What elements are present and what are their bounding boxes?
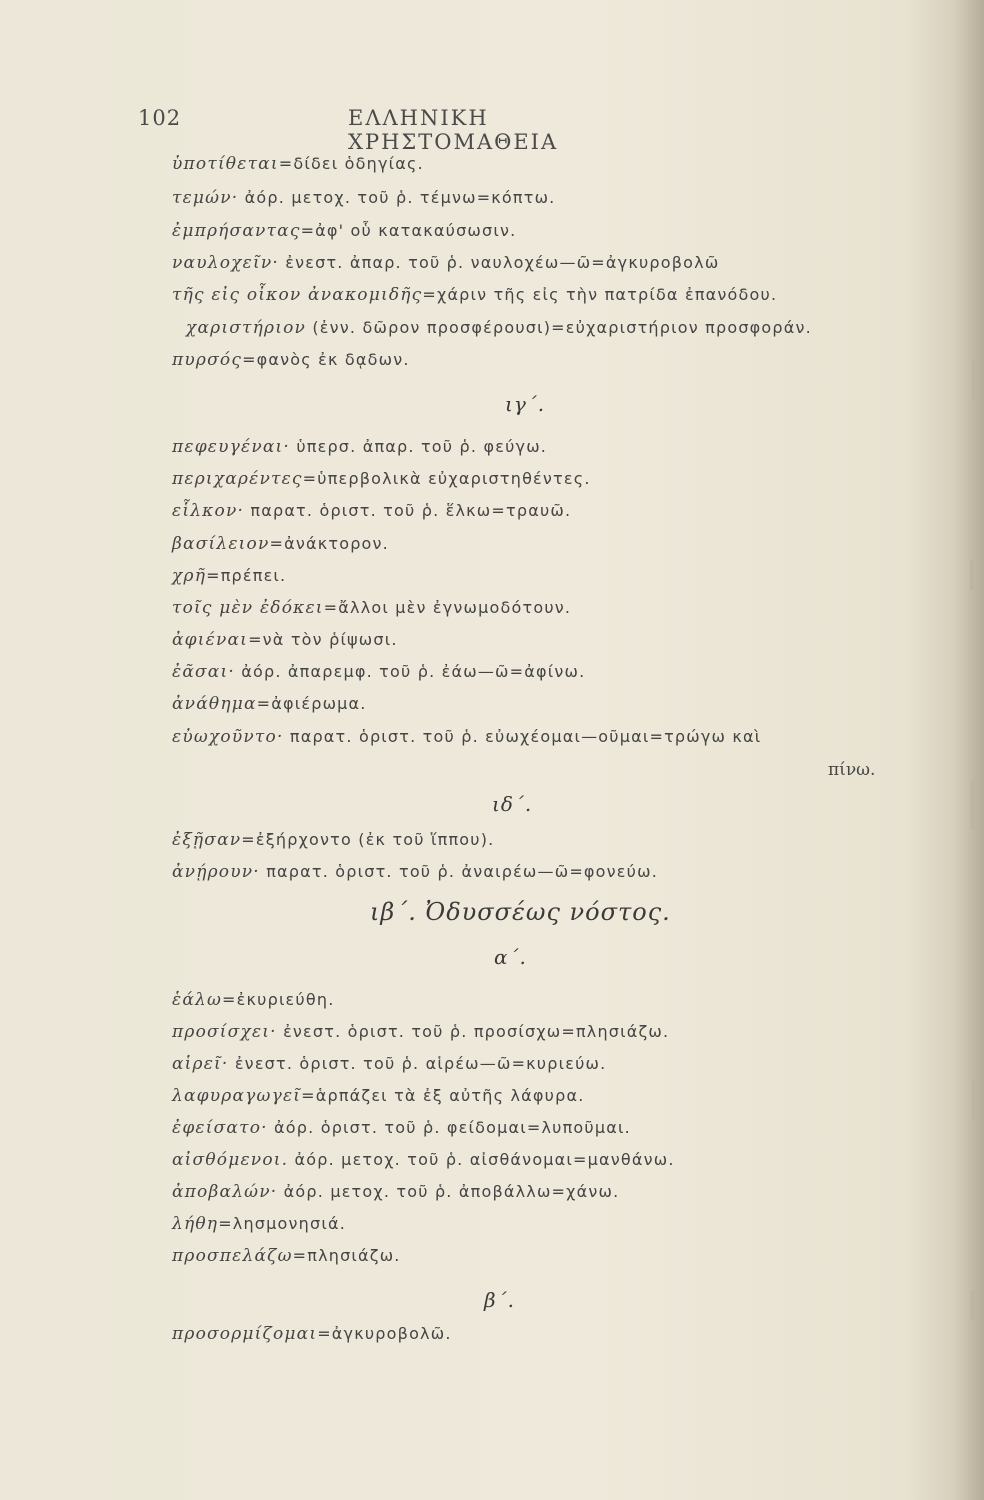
definition: =ἄλλοι μὲν ἐγνωμοδότουν. bbox=[323, 598, 572, 617]
headword: προσορμίζομαι bbox=[172, 1324, 318, 1344]
binding-mark bbox=[972, 1080, 976, 1120]
headword: λήθη bbox=[172, 1214, 219, 1234]
chapter-title: ιβ΄. Ὀδυσσέως νόστος. bbox=[370, 898, 671, 926]
section-heading: ιδ΄. bbox=[492, 792, 533, 816]
definition: =ἐξήρχοντο (ἐκ τοῦ ἵππου). bbox=[241, 830, 495, 849]
headword: βασίλειον bbox=[172, 534, 270, 554]
glossary-entry bbox=[172, 469, 591, 489]
headword: ἐφείσατο· bbox=[172, 1118, 268, 1138]
definition: =ἀφιέρωμα. bbox=[256, 694, 367, 713]
section-heading: β΄. bbox=[484, 1288, 515, 1312]
glossary-entry bbox=[172, 598, 571, 618]
definition: ἀόρ. ὁριστ. τοῦ ῥ. φείδομαι=λυποῦμαι. bbox=[267, 1118, 631, 1137]
definition: ἐνεστ. ὁριστ. τοῦ ῥ. αἱρέω—ῶ=κυριεύω. bbox=[228, 1054, 607, 1073]
page-header bbox=[138, 106, 698, 154]
headword: χρῆ bbox=[172, 566, 207, 586]
headword: λαφυραγωγεῖ bbox=[172, 1086, 302, 1106]
headword: χαριστήριον bbox=[186, 318, 307, 338]
glossary-entry bbox=[172, 1214, 346, 1234]
glossary-entry bbox=[172, 662, 585, 682]
glossary-entry bbox=[172, 1182, 619, 1202]
definition: =φανὸς ἐκ δᾳδων. bbox=[242, 350, 410, 369]
section-heading: α΄. bbox=[494, 945, 527, 969]
glossary-entry bbox=[172, 534, 389, 554]
glossary-entry bbox=[172, 154, 424, 174]
running-title: ΕΛΛΗΝΙΚΗ ΧΡΗΣΤΟΜΑΘΕΙΑ bbox=[348, 106, 559, 154]
line-continuation: πίνω. bbox=[828, 760, 876, 780]
headword: τεμών· bbox=[172, 188, 239, 208]
glossary-entry bbox=[172, 1150, 675, 1170]
definition: (ἐνν. δῶρον προσφέρουσι)=εὐχαριστήριον προσφοράν. bbox=[306, 318, 812, 337]
binding-mark bbox=[970, 560, 974, 590]
definition: =νὰ τὸν ῥίψωσι. bbox=[248, 630, 398, 649]
glossary-entry bbox=[172, 437, 547, 457]
headword: ναυλοχεῖν· bbox=[172, 253, 279, 273]
glossary-entry bbox=[172, 862, 658, 882]
headword: ἀνάθημα bbox=[172, 694, 257, 714]
definition: =χάριν τῆς εἰς τὴν πατρίδα ἐπανόδου. bbox=[422, 285, 778, 304]
headword: ἐᾶσαι· bbox=[172, 662, 235, 682]
glossary-entry bbox=[172, 501, 571, 521]
headword: ὑποτίθεται bbox=[172, 154, 279, 174]
glossary-entry bbox=[172, 221, 516, 241]
definition: =ὑπερβολικὰ εὐχαριστηθέντες. bbox=[302, 469, 591, 488]
glossary-entry bbox=[172, 285, 777, 305]
headword: αἰσθόμενοι. bbox=[172, 1150, 289, 1170]
section-heading: ιγ΄. bbox=[505, 392, 546, 416]
definition: =ἀνάκτορον. bbox=[269, 534, 389, 553]
headword: ἀφιέναι bbox=[172, 630, 249, 650]
definition: ἀόρ. μετοχ. τοῦ ῥ. ἀποβάλλω=χάνω. bbox=[277, 1182, 620, 1201]
glossary-entry bbox=[172, 727, 761, 747]
definition: =ἐκυριεύθη. bbox=[222, 990, 335, 1009]
glossary-entry bbox=[172, 350, 410, 370]
glossary-entry bbox=[172, 990, 334, 1010]
page-edge-shadow bbox=[954, 0, 984, 1500]
headword: εἷλκον· bbox=[172, 501, 245, 521]
definition: ἀόρ. μετοχ. τοῦ ῥ. τέμνω=κόπτω. bbox=[238, 188, 556, 207]
glossary-entry bbox=[172, 1324, 452, 1344]
headword: ἐμπρήσαντας bbox=[172, 221, 301, 241]
glossary-entry bbox=[186, 318, 812, 338]
glossary-entry bbox=[172, 566, 286, 586]
definition: ὑπερσ. ἀπαρ. τοῦ ῥ. φεύγω. bbox=[290, 437, 548, 456]
definition: ἐνεστ. ἀπαρ. τοῦ ῥ. ναυλοχέω—ῶ=ἀγκυροβολῶ bbox=[279, 253, 720, 272]
definition: =πρέπει. bbox=[206, 566, 287, 585]
headword: εὐωχοῦντο· bbox=[172, 727, 284, 747]
definition: ἀόρ. ἀπαρεμφ. τοῦ ῥ. ἐάω—ῶ=ἀφίνω. bbox=[234, 662, 586, 681]
headword: προσίσχει· bbox=[172, 1022, 277, 1042]
glossary-entry bbox=[172, 188, 555, 208]
binding-mark bbox=[971, 780, 975, 830]
definition: =πλησιάζω. bbox=[292, 1246, 401, 1265]
glossary-entry bbox=[172, 253, 719, 273]
glossary-entry bbox=[172, 830, 494, 850]
glossary-entry bbox=[172, 1086, 584, 1106]
headword: τοῖς μὲν ἐδόκει bbox=[172, 598, 324, 618]
headword: τῆς εἰς οἶκον ἀνακομιδῆς bbox=[172, 285, 423, 305]
definition: παρατ. ὁριστ. τοῦ ῥ. ἕλκω=τραυῶ. bbox=[244, 501, 572, 520]
headword: ἑάλω bbox=[172, 990, 223, 1010]
glossary-entry bbox=[172, 630, 398, 650]
definition: =λησμονησιά. bbox=[218, 1214, 346, 1233]
glossary-entry bbox=[172, 1054, 606, 1074]
headword: περιχαρέντες bbox=[172, 469, 303, 489]
definition: =ἀγκυροβολῶ. bbox=[317, 1324, 452, 1343]
headword: πυρσός bbox=[172, 350, 243, 370]
headword: πεφευγέναι· bbox=[172, 437, 291, 457]
definition: παρατ. ὁριστ. τοῦ ῥ. εὐωχέομαι—οῦμαι=τρώγω καὶ bbox=[283, 727, 762, 746]
definition: παρατ. ὁριστ. τοῦ ῥ. ἀναιρέω—ῶ=φονεύω. bbox=[259, 862, 659, 881]
definition: =ἁρπάζει τὰ ἐξ αὐτῆς λάφυρα. bbox=[301, 1086, 585, 1105]
headword: αἱρεῖ· bbox=[172, 1054, 229, 1074]
glossary-entry bbox=[172, 694, 367, 714]
glossary-entry bbox=[172, 1022, 669, 1042]
headword: ἀνῄρουν· bbox=[172, 862, 260, 882]
definition: ἐνεστ. ὁριστ. τοῦ ῥ. προσίσχω=πλησιάζω. bbox=[276, 1022, 670, 1041]
headword: ἀποβαλών· bbox=[172, 1182, 278, 1202]
definition: =ἀφ' οὗ κατακαύσωσιν. bbox=[300, 221, 517, 240]
glossary-entry bbox=[172, 1246, 401, 1266]
headword: ἐξῇσαν bbox=[172, 830, 242, 850]
binding-mark bbox=[972, 360, 976, 400]
binding-mark bbox=[971, 1290, 975, 1320]
page-number: 102 bbox=[138, 106, 182, 130]
definition: =δίδει ὁδηγίας. bbox=[278, 154, 424, 173]
headword: προσπελάζω bbox=[172, 1246, 293, 1266]
glossary-entry bbox=[172, 1118, 631, 1138]
definition: ἀόρ. μετοχ. τοῦ ῥ. αἰσθάνομαι=μανθάνω. bbox=[288, 1150, 675, 1169]
